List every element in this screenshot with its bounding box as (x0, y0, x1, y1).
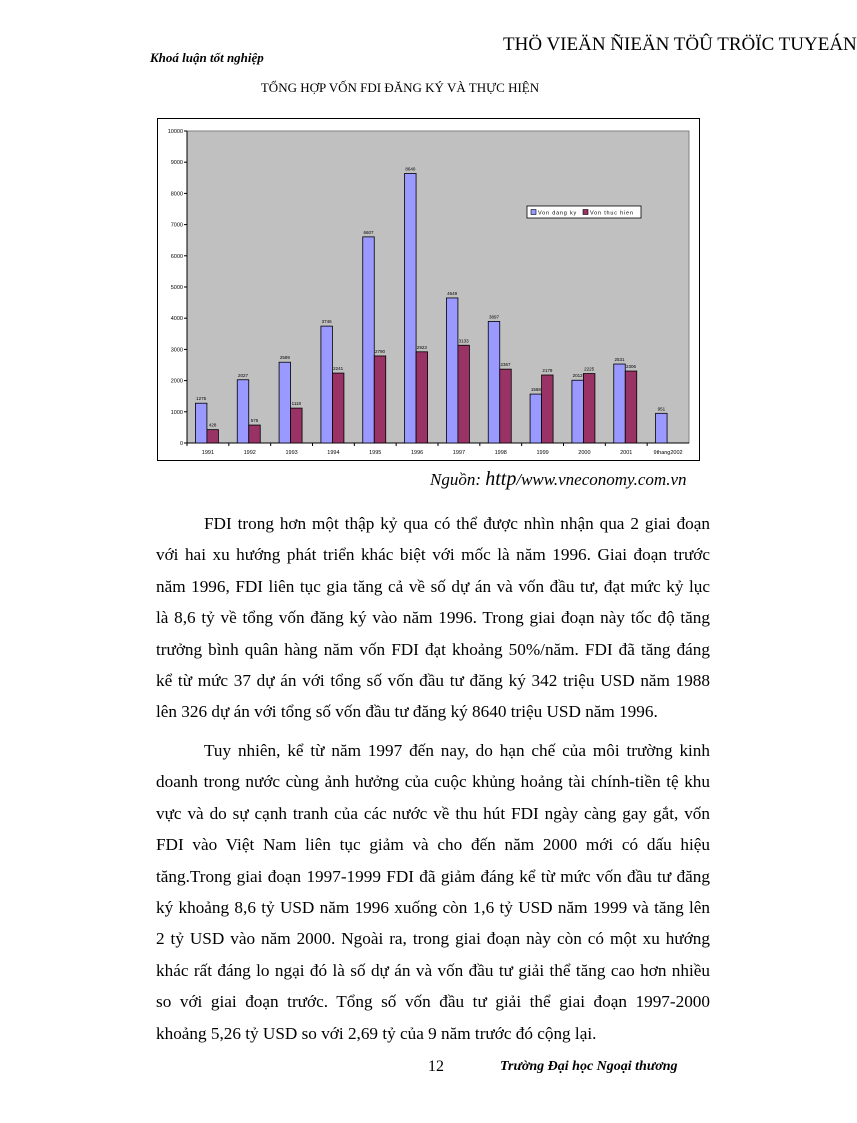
paragraph-line: trưởng bình quân hàng năm vốn FDI đạt khoảng 50%/năm. FDI đã tăng đáng (156, 639, 710, 659)
data-label: 2225 (584, 366, 595, 372)
y-tick-label: 1000 (170, 409, 183, 416)
data-label: 3746 (321, 319, 332, 325)
paragraph-2 (156, 735, 710, 1049)
bar-registered-1999 (530, 394, 542, 443)
data-label: 1118 (291, 401, 302, 407)
bar-registered-2001 (614, 364, 626, 443)
chart-title-text: TỔNG HỢP VỐN FDI ĐĂNG KÝ VÀ THỰC HIỆN (260, 80, 540, 95)
data-label: 1568 (530, 387, 541, 393)
header-left-title: Khoá luận tốt nghiệp (150, 50, 264, 65)
x-tick-label: 1996 (410, 450, 424, 456)
data-label: 575 (250, 418, 259, 424)
data-label: 2589 (279, 355, 290, 361)
x-tick-label: 9thang2002 (653, 450, 683, 456)
data-label: 2531 (614, 357, 625, 363)
data-label: 1275 (196, 396, 207, 402)
data-label: 2027 (237, 372, 249, 378)
paragraph-line: với hai xu hướng phát triển khác biệt với mốc là năm 1996. Giai đoạn trước (156, 545, 710, 565)
data-label: 2790 (374, 348, 386, 354)
bar-implemented-2001 (625, 371, 637, 443)
paragraph-line: FDI vào Việt Nam liên tục giảm và cho đến năm 2000 mới có dấu hiệu (156, 835, 710, 855)
y-tick-label: 0 (179, 441, 183, 447)
bar-implemented-1992 (249, 425, 261, 443)
data-label: 2923 (416, 344, 427, 350)
y-tick-label: 10000 (167, 129, 183, 135)
paragraph-line: là 8,6 tỷ về tổng vốn đăng ký vào năm 1996. Trong giai đoạn này tốc độ tăng (156, 608, 710, 628)
paragraph-line: FDI trong hơn một thập kỷ qua có thể được nhìn nhận qua 2 giai đoạn (204, 514, 710, 533)
data-label: 8640 (405, 166, 416, 172)
bar-implemented-1997 (458, 345, 470, 443)
y-tick-label: 8000 (170, 191, 183, 198)
paragraph-line: khoảng 5,26 tỷ USD so với 2,69 tỷ của 9 năm trước đó cộng lại. (156, 1023, 597, 1043)
source-prefix: Nguồn: (430, 470, 486, 489)
bar-registered-1993 (279, 362, 291, 443)
bar-implemented-1993 (291, 408, 303, 443)
bar-registered-1991 (195, 403, 207, 443)
chart-title (0, 80, 816, 96)
paragraph-line: doanh trong nước cùng ảnh hưởng của cuộc khủng hoảng tài chính-tiền tệ khu (156, 772, 710, 792)
x-tick-label: 1999 (536, 450, 549, 456)
x-tick-label: 1994 (327, 450, 340, 456)
data-label: 2241 (333, 366, 344, 372)
bar-implemented-1994 (332, 373, 344, 443)
bar-registered-1994 (321, 326, 333, 443)
data-label: 3133 (458, 338, 469, 344)
source-url: /www.vneconomy.com.vn (516, 470, 687, 489)
bar-implemented-1998 (500, 369, 512, 443)
paragraph-line: so với giai đoạn trước. Tổng số vốn đầu tư giải thể giai đoạn 1997-2000 (156, 992, 710, 1012)
paragraph-line: vực và do sự cạnh tranh của các nước về thu hút FDI ngày càng gay gắt, vốn (156, 803, 710, 823)
bar-registered-1992 (237, 380, 249, 443)
bar-implemented-2000 (583, 374, 595, 443)
paragraph-line: Tuy nhiên, kể từ năm 1997 đến nay, do hạn chế của môi trường kinh (204, 741, 710, 760)
y-tick-label: 3000 (170, 347, 183, 354)
data-label: 2306 (625, 364, 637, 370)
legend (527, 206, 641, 218)
y-tick-label: 7000 (170, 222, 183, 229)
bar-implemented-1995 (374, 356, 386, 443)
bar-registered-9thang2002 (656, 413, 668, 443)
bar-implemented-1996 (416, 352, 428, 443)
bar-registered-1998 (488, 321, 500, 443)
bar-implemented-1999 (542, 375, 554, 443)
header-right-title: THÖ VIEÄN ÑIEÄN TÖÛ TRÖÏC TUYEÁN (503, 34, 857, 55)
data-label: 4649 (447, 290, 458, 296)
source-citation (430, 468, 687, 491)
data-label: 951 (657, 406, 666, 412)
fdi-bar-chart (157, 118, 700, 461)
y-tick-label: 6000 (170, 253, 183, 260)
x-tick-label: 1998 (494, 450, 507, 456)
legend-swatch (531, 210, 536, 215)
legend-swatch (583, 210, 588, 215)
bar-registered-1995 (363, 237, 375, 443)
data-label: 3897 (488, 314, 500, 320)
legend-label: Von thuc hien (590, 210, 634, 217)
source-http: http (485, 468, 517, 490)
x-tick-label: 1995 (369, 450, 382, 456)
footer-university: Trường Đại học Ngoại thương (500, 1059, 678, 1074)
paragraph-line: lên 326 dự án với tổng số vốn đầu tư đăng ký 8640 triệu USD năm 1996. (156, 702, 658, 722)
x-tick-label: 2001 (620, 450, 633, 456)
bar-implemented-1991 (207, 430, 219, 443)
paragraph-line: tăng.Trong giai đoạn 1997-1999 FDI đã giảm đáng kể từ mức vốn đầu tư đăng (156, 866, 710, 886)
data-label: 2012 (572, 373, 583, 379)
data-label: 2367 (500, 362, 511, 368)
y-tick-label: 2000 (170, 378, 183, 385)
paragraph-line: 2 tỷ USD vào năm 2000. Ngoài ra, trong giai đoạn này còn có một xu hướng (156, 929, 710, 949)
paragraph-line: khác rất đáng lo ngại đó là số dự án và vốn đầu tư giải thể tăng cao hơn nhiều (156, 960, 710, 980)
data-label: 428 (208, 422, 217, 428)
x-tick-label: 1993 (285, 450, 298, 456)
legend-label: Von dang ky (538, 210, 578, 217)
paragraph-line: năm 1996, FDI liên tục gia tăng cả về số dự án và vốn đầu tư, đạt mức kỷ lục (156, 576, 710, 596)
bar-registered-1997 (446, 298, 458, 443)
x-tick-label: 1992 (243, 450, 256, 456)
paragraph-line: kể từ mức 37 dự án với tổng số vốn đầu tư đăng ký 342 triệu USD năm 1988 (156, 670, 710, 690)
y-tick-label: 5000 (170, 285, 183, 291)
y-tick-label: 4000 (170, 316, 183, 323)
paragraph-line: ký khoảng 8,6 tỷ USD năm 1996 xuống còn 1,6 tỷ USD năm 1999 và tăng lên (156, 897, 710, 917)
page-number: 12 (428, 1058, 444, 1075)
data-label: 6607 (363, 229, 374, 235)
x-tick-label: 1997 (452, 450, 466, 456)
paragraph-1 (156, 508, 710, 728)
x-tick-label: 1991 (201, 450, 215, 456)
bar-registered-2000 (572, 380, 584, 443)
data-label: 2179 (542, 368, 553, 374)
bar-registered-1996 (405, 173, 417, 443)
y-tick-label: 9000 (170, 160, 183, 167)
x-tick-label: 2000 (578, 450, 591, 456)
